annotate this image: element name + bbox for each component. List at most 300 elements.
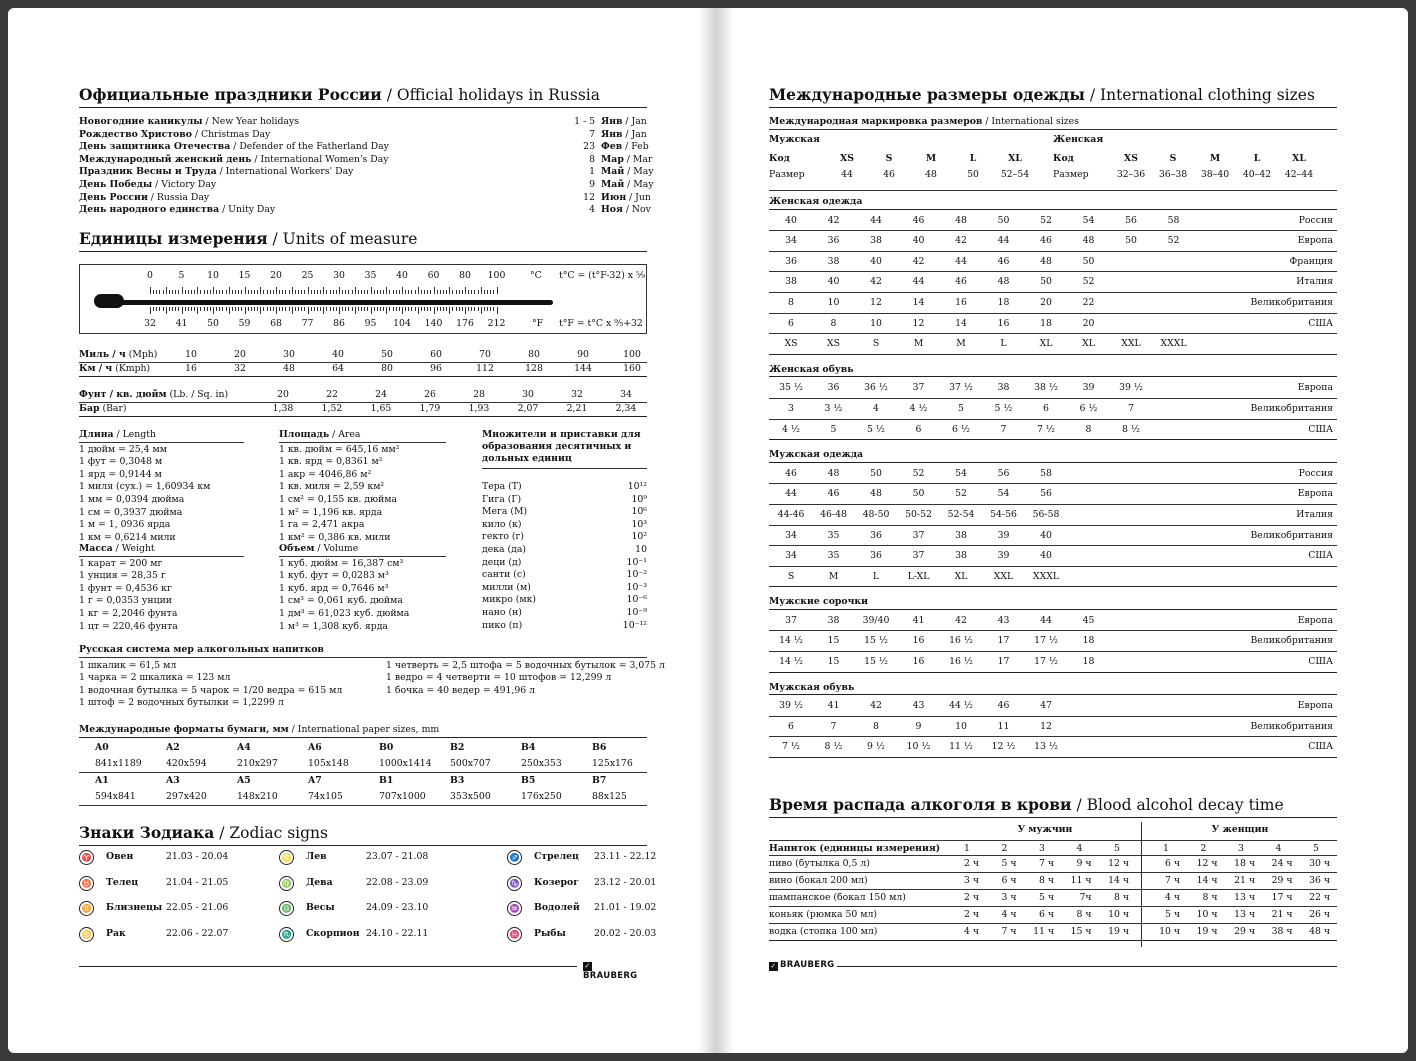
tick-mark xyxy=(185,307,186,311)
tick-mark xyxy=(468,290,469,294)
size-cell: 5 ½ xyxy=(994,402,1013,414)
celsius-unit: °C xyxy=(530,270,542,281)
paper-sizes xyxy=(79,724,647,806)
celsius-label: 40 xyxy=(396,270,408,281)
paper-format: A4 xyxy=(237,741,251,753)
tick-mark xyxy=(229,287,230,294)
country-label: Италия xyxy=(1296,508,1333,520)
men-time: 8 ч xyxy=(1076,909,1092,920)
tick-mark xyxy=(282,290,283,294)
decay-row xyxy=(769,890,1337,907)
tick-mark xyxy=(421,290,422,294)
tick-mark xyxy=(493,307,494,311)
size-cell: 44 xyxy=(912,276,925,288)
size-row xyxy=(769,334,1337,355)
tick-mark xyxy=(342,307,343,311)
decay-table xyxy=(769,822,1337,941)
size-label: Размер xyxy=(1053,168,1089,180)
size-cell: 42 xyxy=(955,235,967,247)
size-cell: 34 xyxy=(785,235,797,247)
women-time: 13 ч xyxy=(1234,909,1255,920)
paper-format: A5 xyxy=(237,774,251,786)
value-cell: 48 xyxy=(283,363,295,374)
area-list xyxy=(279,429,446,544)
women-time: 36 ч xyxy=(1309,875,1330,886)
size-row xyxy=(769,420,1337,441)
prefix-name: деци (д) xyxy=(482,556,522,568)
list-item: 1 куб. дюйм = 16,387 см³ xyxy=(279,557,404,569)
paper-format: B5 xyxy=(521,774,536,786)
paper-size: 210x297 xyxy=(237,757,278,769)
size-cell: L-XL xyxy=(907,570,930,582)
size-cell: 10 xyxy=(870,317,882,329)
size-cell: 8 xyxy=(788,296,794,308)
list-item: 1 дюйм = 25,4 мм xyxy=(79,443,167,455)
paper-format: B4 xyxy=(521,741,536,753)
tick-mark xyxy=(200,290,201,294)
tick-mark xyxy=(229,307,230,314)
tick-mark xyxy=(348,307,349,311)
tick-mark xyxy=(405,307,406,311)
country-label: Великобритания xyxy=(1250,402,1333,414)
size-cell: 54 xyxy=(955,467,967,479)
label-en: (Lb. / Sq. in) xyxy=(169,389,229,400)
holiday-en: New Year holidays xyxy=(211,116,299,127)
value-cell: 80 xyxy=(528,349,540,360)
prefix-power: 10 xyxy=(635,543,647,555)
women-time: 7 ч xyxy=(1164,875,1180,886)
tick-mark xyxy=(213,287,214,294)
divider xyxy=(769,190,1337,191)
size-cell: 34 xyxy=(785,550,797,562)
prefix-row xyxy=(482,569,647,582)
tick-mark xyxy=(270,290,271,294)
men-label: Мужская xyxy=(769,133,820,145)
women-col: 1 xyxy=(1163,843,1169,854)
size-cell: 52-54 xyxy=(947,508,975,520)
tick-mark xyxy=(471,307,472,311)
size-row xyxy=(769,314,1337,335)
size-cell: 46 xyxy=(955,276,967,288)
tick-mark xyxy=(352,307,353,311)
month-en: Mar xyxy=(632,153,653,165)
tick-mark xyxy=(222,290,223,294)
paper-format: A6 xyxy=(308,741,322,753)
women-size: 38–40 xyxy=(1200,168,1230,180)
women-code: XS xyxy=(1124,152,1138,164)
zodiac-sign-icon: ♏ xyxy=(279,927,294,942)
prefix-power: 10⁻² xyxy=(626,569,647,581)
month-ru: Фев xyxy=(601,141,623,153)
women-time: 13 ч xyxy=(1234,892,1255,903)
heading-en: Length xyxy=(122,429,156,440)
prefix-row xyxy=(482,544,647,557)
tick-mark xyxy=(352,290,353,294)
tick-mark xyxy=(411,307,412,311)
size-cell: 35 xyxy=(827,529,840,541)
holiday-name: Рождество Христово / Christmas Day xyxy=(79,128,271,140)
tick-mark xyxy=(188,290,189,294)
tick-mark xyxy=(298,307,299,311)
country-label: Франция xyxy=(1289,255,1333,267)
women-time: 5 ч xyxy=(1164,909,1180,920)
size-cell: 43 xyxy=(997,614,1010,626)
tick-mark xyxy=(456,290,457,294)
paper-name-row xyxy=(79,740,647,756)
tick-mark xyxy=(456,307,457,311)
size-cell: 58 xyxy=(1040,467,1052,479)
women-time: 29 ч xyxy=(1271,875,1293,886)
paper-format: B1 xyxy=(379,774,394,786)
men-code: XS xyxy=(840,152,854,164)
size-cell: XXXL xyxy=(1160,338,1187,350)
list-item: 1 м = 1, 0936 ярда xyxy=(79,519,171,531)
women-time: 17 ч xyxy=(1271,892,1293,903)
tick-mark xyxy=(468,307,469,311)
tick-mark xyxy=(408,290,409,294)
size-cell: 48 xyxy=(870,488,882,500)
volume-list xyxy=(279,543,446,633)
list-item: 1 км = 0,6214 мили xyxy=(79,531,176,543)
tick-mark xyxy=(226,290,227,294)
holiday-row xyxy=(79,116,647,129)
country-label: Европа xyxy=(1297,235,1333,247)
size-cell: 37 xyxy=(785,614,797,626)
tick-mark xyxy=(188,307,189,311)
size-cell: 36 xyxy=(785,255,797,267)
tick-mark xyxy=(169,307,170,311)
men-col: 5 xyxy=(1114,843,1120,854)
size-cell: 36 ½ xyxy=(864,382,888,394)
tick-mark xyxy=(493,290,494,294)
mass-list xyxy=(79,543,244,633)
list-item: 1 мм = 0,0394 дюйма xyxy=(79,493,185,505)
value-cell: 20 xyxy=(277,389,289,400)
holiday-row xyxy=(79,191,651,205)
men-time: 7ч xyxy=(1079,892,1092,903)
decay-col-header xyxy=(769,840,1337,856)
units-title: Единицы измерения / Units of measure xyxy=(79,229,647,252)
size-cell: 15 ½ xyxy=(864,635,888,647)
paper-format: B3 xyxy=(450,774,465,786)
tick-mark xyxy=(320,290,321,294)
women-time: 21 ч xyxy=(1271,909,1293,920)
tick-mark xyxy=(222,307,223,311)
tick-mark xyxy=(474,307,475,311)
tick-mark xyxy=(257,290,258,294)
value-cell: 70 xyxy=(479,349,491,360)
tick-mark xyxy=(153,290,154,294)
tick-mark xyxy=(434,287,435,294)
country-label: Европа xyxy=(1297,488,1333,500)
month-ru: Ноя xyxy=(601,204,623,216)
row-label xyxy=(79,389,228,402)
celsius-label: 60 xyxy=(427,270,440,281)
value-cell: 26 xyxy=(424,389,436,400)
paper-format: A2 xyxy=(166,741,180,753)
size-cell: 50 xyxy=(1082,255,1095,267)
decay-title: Время распада алкоголя в крови / Blood alcohol decay time xyxy=(769,795,1337,818)
women-time: 4 ч xyxy=(1164,892,1180,903)
size-cell: XXXL xyxy=(1032,570,1060,582)
tick-mark xyxy=(374,307,375,311)
code-label: Код xyxy=(769,152,790,164)
intl-heading-ru: Международная маркировка размеров xyxy=(769,116,983,127)
value-cell: 32 xyxy=(234,363,246,374)
value-cell: 16 xyxy=(185,363,197,374)
women-label: Женская xyxy=(1053,133,1104,145)
tick-mark xyxy=(449,287,450,294)
tick-mark xyxy=(487,290,488,294)
zodiac-dates: 21.03 - 20.04 xyxy=(166,851,229,863)
zodiac-sign-icon: ♎ xyxy=(279,901,294,916)
tick-mark xyxy=(194,307,195,311)
women-size: 32–36 xyxy=(1116,168,1146,180)
section-gap xyxy=(769,587,1337,593)
list-item: 1 цт = 220,46 фунта xyxy=(79,620,178,632)
size-cell: 11 xyxy=(997,720,1010,732)
paper-size: 297x420 xyxy=(166,790,207,802)
tick-mark xyxy=(430,290,431,294)
value-cell: 144 xyxy=(574,363,592,374)
value-cell: 50 xyxy=(381,349,393,360)
paper-format: B6 xyxy=(592,741,607,753)
tick-mark xyxy=(267,290,268,294)
women-col: 2 xyxy=(1200,843,1207,854)
month-ru: Мар xyxy=(601,153,624,165)
alco-item: 1 ведро = 4 четверти = 10 штофов = 12,299 л xyxy=(386,672,612,684)
size-cell: 18 xyxy=(1082,635,1095,647)
size-row xyxy=(769,211,1337,232)
list-item: 1 см = 0,3937 дюйма xyxy=(79,506,183,518)
tick-mark xyxy=(418,307,419,314)
women-size: 36–38 xyxy=(1158,168,1188,180)
paper-size: 353x500 xyxy=(450,790,491,802)
tick-mark xyxy=(263,307,264,311)
zodiac-sign-icon: ♒ xyxy=(507,901,522,916)
prefix-name: санти (с) xyxy=(482,569,526,581)
holiday-ru: Международный женский день xyxy=(79,153,252,165)
label-ru: Бар xyxy=(79,403,100,414)
tick-mark xyxy=(197,307,198,314)
size-cell: 46-48 xyxy=(820,508,847,520)
tick-mark xyxy=(210,307,211,311)
tick-mark xyxy=(380,307,381,311)
value-cell: 80 xyxy=(381,363,393,374)
alco-left xyxy=(79,660,342,710)
tick-mark xyxy=(399,307,400,311)
prefix-row xyxy=(482,531,647,544)
size-cell: 16 ½ xyxy=(949,635,973,647)
men-time: 4 ч xyxy=(963,926,979,937)
women-col: 5 xyxy=(1313,843,1319,854)
size-cell: L xyxy=(872,570,880,582)
tick-mark xyxy=(175,290,176,294)
tick-mark xyxy=(421,307,422,311)
prefix-power: 10⁻⁹ xyxy=(626,606,647,618)
size-cell: 9 xyxy=(915,720,922,732)
tick-mark xyxy=(163,307,164,311)
size-cell: 16 xyxy=(955,296,967,308)
size-cell: 52 xyxy=(912,467,925,479)
size-row xyxy=(769,505,1337,526)
tick-mark xyxy=(481,307,482,314)
tick-mark xyxy=(452,307,453,311)
holiday-en: Victory Day xyxy=(161,178,217,190)
decay-group-header xyxy=(769,822,1337,840)
list-item: 1 карат = 200 мг xyxy=(79,557,163,569)
women-time: 29 ч xyxy=(1234,926,1255,937)
tick-mark xyxy=(200,307,201,311)
tick-mark xyxy=(364,290,365,294)
tick-mark xyxy=(311,307,312,311)
holiday-en: Christmas Day xyxy=(200,128,271,140)
prefix-row xyxy=(482,594,647,607)
section-gap xyxy=(769,758,1337,764)
women-time: 12 ч xyxy=(1196,858,1218,869)
tick-mark xyxy=(178,290,179,294)
size-cell: 17 xyxy=(997,656,1010,668)
tick-mark xyxy=(427,290,428,294)
zodiac-sign-icon: ♊ xyxy=(79,901,94,916)
tick-mark xyxy=(320,307,321,311)
zodiac-item xyxy=(279,927,428,942)
holiday-row xyxy=(79,153,653,167)
holiday-ru: Новогодние каникулы xyxy=(79,116,203,127)
tick-mark xyxy=(348,290,349,294)
size-cell: 38 xyxy=(870,235,882,247)
celsius-label: 10 xyxy=(207,270,219,281)
month-en: Feb xyxy=(631,141,649,153)
size-cell: 34 xyxy=(785,529,797,541)
tick-mark xyxy=(273,307,274,311)
tick-mark xyxy=(251,290,252,294)
paper-size: 74x105 xyxy=(308,790,343,802)
tick-mark xyxy=(317,290,318,294)
size-cell: 45 xyxy=(1082,614,1095,626)
tick-mark xyxy=(245,287,246,294)
tick-mark xyxy=(267,307,268,311)
month-ru: Янв xyxy=(601,116,623,127)
women-time: 10 ч xyxy=(1159,926,1180,937)
women-size: 42–44 xyxy=(1284,168,1314,180)
size-cell: 17 ½ xyxy=(1034,635,1058,647)
fahrenheit-label: 77 xyxy=(301,318,314,329)
tick-mark xyxy=(304,290,305,294)
drink-name: коньяк (рюмка 50 мл) xyxy=(769,909,878,920)
tick-mark xyxy=(150,287,151,294)
country-label: Европа xyxy=(1297,614,1333,626)
size-cell: 10 xyxy=(827,296,840,308)
size-cell: 48 xyxy=(827,467,840,479)
holidays-list xyxy=(79,116,654,217)
prefix-row xyxy=(482,519,647,532)
tick-mark xyxy=(371,287,372,294)
brand-logo: ✓BRAUBERG xyxy=(583,962,638,981)
tick-mark xyxy=(285,290,286,294)
month-en: Nov xyxy=(631,204,651,216)
value-cell: 1,52 xyxy=(321,403,343,414)
value-cell: 40 xyxy=(332,349,344,360)
size-cell: 37 xyxy=(912,382,925,394)
zodiac-name: Рак xyxy=(106,927,126,939)
list-heading: Длина / Length xyxy=(79,429,244,443)
tick-mark xyxy=(386,287,387,294)
size-cell: M xyxy=(956,338,966,350)
size-cell: 6 ½ xyxy=(952,423,970,435)
zodiac-dates: 21.04 - 21.05 xyxy=(166,876,229,888)
size-row xyxy=(769,272,1337,293)
size-cell: 48 xyxy=(997,276,1010,288)
tick-mark xyxy=(364,307,365,311)
size-cell: 44-46 xyxy=(777,508,805,520)
size-cell: 40 xyxy=(912,235,925,247)
tick-mark xyxy=(497,307,498,314)
tick-mark xyxy=(490,290,491,294)
paper-heading-en: International paper sizes, mm xyxy=(297,724,440,735)
value-cell: 64 xyxy=(332,363,344,374)
size-row xyxy=(769,611,1337,632)
size-cell: S xyxy=(787,570,795,582)
value-cell: 32 xyxy=(571,389,583,400)
zodiac-name: Близнецы xyxy=(106,902,163,914)
tick-mark xyxy=(427,307,428,311)
tick-mark xyxy=(317,307,318,311)
men-time: 7 ч xyxy=(1001,926,1017,937)
tick-mark xyxy=(355,287,356,294)
size-cell: 46 xyxy=(785,467,797,479)
value-cell: 90 xyxy=(577,349,589,360)
tick-mark xyxy=(462,290,463,294)
tick-mark xyxy=(367,307,368,311)
size-cell: 8 xyxy=(830,317,837,329)
country-label: Европа xyxy=(1297,700,1333,712)
celsius-label: 25 xyxy=(301,270,314,281)
tick-mark xyxy=(402,307,403,314)
zodiac-item xyxy=(79,850,228,865)
women-col: 3 xyxy=(1238,843,1244,854)
size-cell: 40 xyxy=(870,255,882,267)
tick-mark xyxy=(330,290,331,294)
prefix-name: кило (к) xyxy=(482,518,522,530)
holiday-ru: Рождество Христово xyxy=(79,128,192,140)
paper-format: A3 xyxy=(166,774,180,786)
tick-mark xyxy=(377,290,378,294)
tick-mark xyxy=(377,307,378,311)
list-item: 1 кв. миля = 2,59 км² xyxy=(279,481,385,493)
page-gutter xyxy=(698,8,734,1053)
size-cell: 43 xyxy=(912,700,925,712)
value-cell: 28 xyxy=(473,389,485,400)
tick-mark xyxy=(383,290,384,294)
holiday-day: 9 xyxy=(589,178,595,190)
zodiac-name: Лев xyxy=(306,851,327,863)
celsius-label: 100 xyxy=(487,270,506,281)
tick-mark xyxy=(380,290,381,294)
zodiac-sign-icon: ♓ xyxy=(507,927,522,942)
footer-line-right xyxy=(837,966,1337,967)
prefix-power: 10⁻¹ xyxy=(626,556,647,568)
month-ru: Май xyxy=(601,166,625,178)
tick-mark xyxy=(304,307,305,311)
celsius-formula: t°C = (t°F-32) x ⁵⁄₉ xyxy=(559,270,646,281)
size-cell: 7 xyxy=(1128,402,1134,414)
prefix-power: 10⁶ xyxy=(631,506,647,518)
size-cell: 50 xyxy=(997,214,1010,226)
list-item: 1 г = 0,0353 унции xyxy=(79,595,172,607)
intl-heading-en: International sizes xyxy=(991,116,1079,127)
size-cell: 50 xyxy=(1125,235,1137,247)
